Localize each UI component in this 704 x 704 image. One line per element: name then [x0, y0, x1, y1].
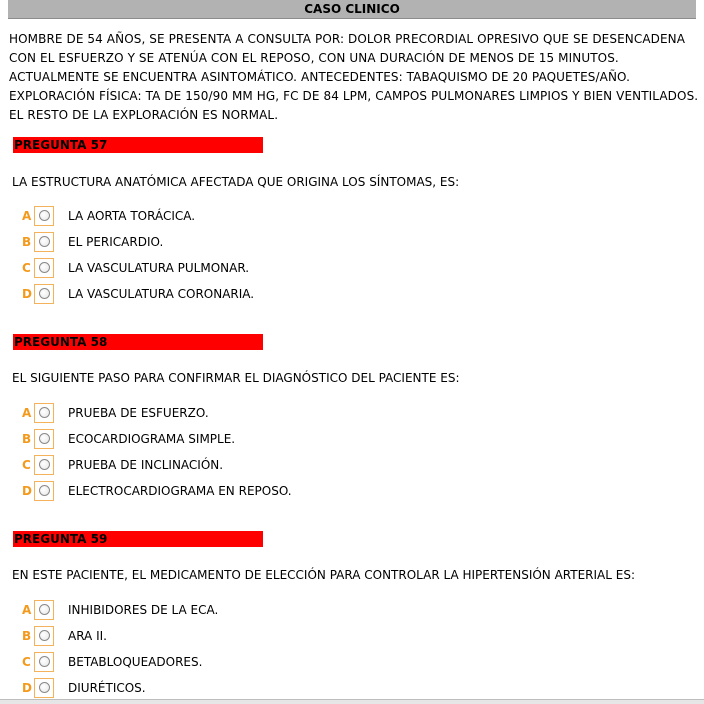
option-letter: C — [22, 261, 31, 275]
option-label: PRUEBA DE INCLINACIÓN. — [68, 458, 224, 472]
option-radio[interactable] — [39, 407, 50, 418]
option-radio[interactable] — [39, 682, 50, 693]
option-radio[interactable] — [39, 288, 50, 299]
question-58-option-d[interactable] — [22, 481, 422, 501]
option-radio[interactable] — [39, 459, 50, 470]
question-59-option-c[interactable] — [22, 652, 422, 672]
option-letter: B — [22, 235, 32, 249]
question-59-option-a[interactable] — [22, 600, 422, 620]
option-label: DIURÉTICOS. — [68, 681, 146, 695]
option-box — [34, 600, 54, 620]
option-letter: B — [22, 432, 32, 446]
option-radio[interactable] — [39, 433, 50, 444]
option-box — [34, 652, 54, 672]
option-label: ECOCARDIOGRAMA SIMPLE. — [68, 432, 236, 446]
question-57-option-a[interactable] — [22, 206, 422, 226]
option-label: ARA II. — [68, 629, 107, 643]
question-58-option-a[interactable] — [22, 403, 422, 423]
question-57-option-c[interactable] — [22, 258, 422, 278]
option-letter: D — [22, 287, 32, 301]
question-58-option-c[interactable] — [22, 455, 422, 475]
option-label: ELECTROCARDIOGRAMA EN REPOSO. — [68, 484, 292, 498]
option-box — [34, 232, 54, 252]
option-box — [34, 206, 54, 226]
option-letter: A — [22, 209, 32, 223]
option-letter: C — [22, 458, 31, 472]
option-label: INHIBIDORES DE LA ECA. — [68, 603, 219, 617]
option-label: EL PERICARDIO. — [68, 235, 164, 249]
option-label: BETABLOQUEADORES. — [68, 655, 203, 669]
question-57-title: PREGUNTA 57 — [13, 137, 263, 153]
option-radio[interactable] — [39, 656, 50, 667]
question-58-title: PREGUNTA 58 — [13, 334, 263, 350]
option-box — [34, 429, 54, 449]
option-box — [34, 626, 54, 646]
option-radio[interactable] — [39, 604, 50, 615]
question-57-option-b[interactable] — [22, 232, 422, 252]
case-header-title: CASO CLINICO — [304, 2, 400, 16]
option-letter: A — [22, 406, 32, 420]
question-58-option-b[interactable] — [22, 429, 422, 449]
question-57-text: LA ESTRUCTURA ANATÓMICA AFECTADA QUE ORIGINA LOS SÍNTOMAS, ES: — [12, 175, 460, 189]
question-57-option-d[interactable] — [22, 284, 422, 304]
option-box — [34, 403, 54, 423]
option-radio[interactable] — [39, 236, 50, 247]
option-label: LA VASCULATURA PULMONAR. — [68, 261, 250, 275]
option-box — [34, 284, 54, 304]
option-label: LA AORTA TORÁCICA. — [68, 209, 196, 223]
option-letter: B — [22, 629, 32, 643]
option-radio[interactable] — [39, 210, 50, 221]
question-58-text: EL SIGUIENTE PASO PARA CONFIRMAR EL DIAGNÓSTICO DEL PACIENTE ES: — [12, 371, 460, 385]
option-radio[interactable] — [39, 485, 50, 496]
case-header — [8, 0, 696, 19]
option-label: PRUEBA DE ESFUERZO. — [68, 406, 209, 420]
option-radio[interactable] — [39, 630, 50, 641]
question-59-option-d[interactable] — [22, 678, 422, 698]
case-description: HOMBRE DE 54 AÑOS, SE PRESENTA A CONSULTA POR: DOLOR PRECORDIAL OPRESIVO QUE SE DESENCADENA CON EL ESFUERZO Y SE ATENÚA CON EL REPOSO, CON UNA DURACIÓN DE MENOS DE 15 MINUTOS. ACTUALMENTE SE ENCUENTRA ASINTOMÁTICO. ANTECEDENTES: TABAQUISMO DE 20 PAQUETES/AÑO. EXPLORACIÓN FÍSICA: TA DE 150/90 MM HG, FC DE 84 LPM, CAMPOS PULMONARES LIMPIOS Y BIEN VENTILADOS. EL RESTO DE LA EXPLORACIÓN ES NORMAL. — [9, 32, 699, 122]
question-59-title: PREGUNTA 59 — [13, 531, 263, 547]
option-radio[interactable] — [39, 262, 50, 273]
option-box — [34, 258, 54, 278]
option-box — [34, 678, 54, 698]
option-box — [34, 455, 54, 475]
bottom-scroll-edge — [0, 699, 704, 704]
question-59-option-b[interactable] — [22, 626, 422, 646]
option-label: LA VASCULATURA CORONARIA. — [68, 287, 255, 301]
option-letter: D — [22, 484, 32, 498]
option-letter: A — [22, 603, 32, 617]
option-letter: D — [22, 681, 32, 695]
option-box — [34, 481, 54, 501]
option-letter: C — [22, 655, 31, 669]
question-59-text: EN ESTE PACIENTE, EL MEDICAMENTO DE ELECCIÓN PARA CONTROLAR LA HIPERTENSIÓN ARTERIAL ES: — [12, 568, 636, 582]
